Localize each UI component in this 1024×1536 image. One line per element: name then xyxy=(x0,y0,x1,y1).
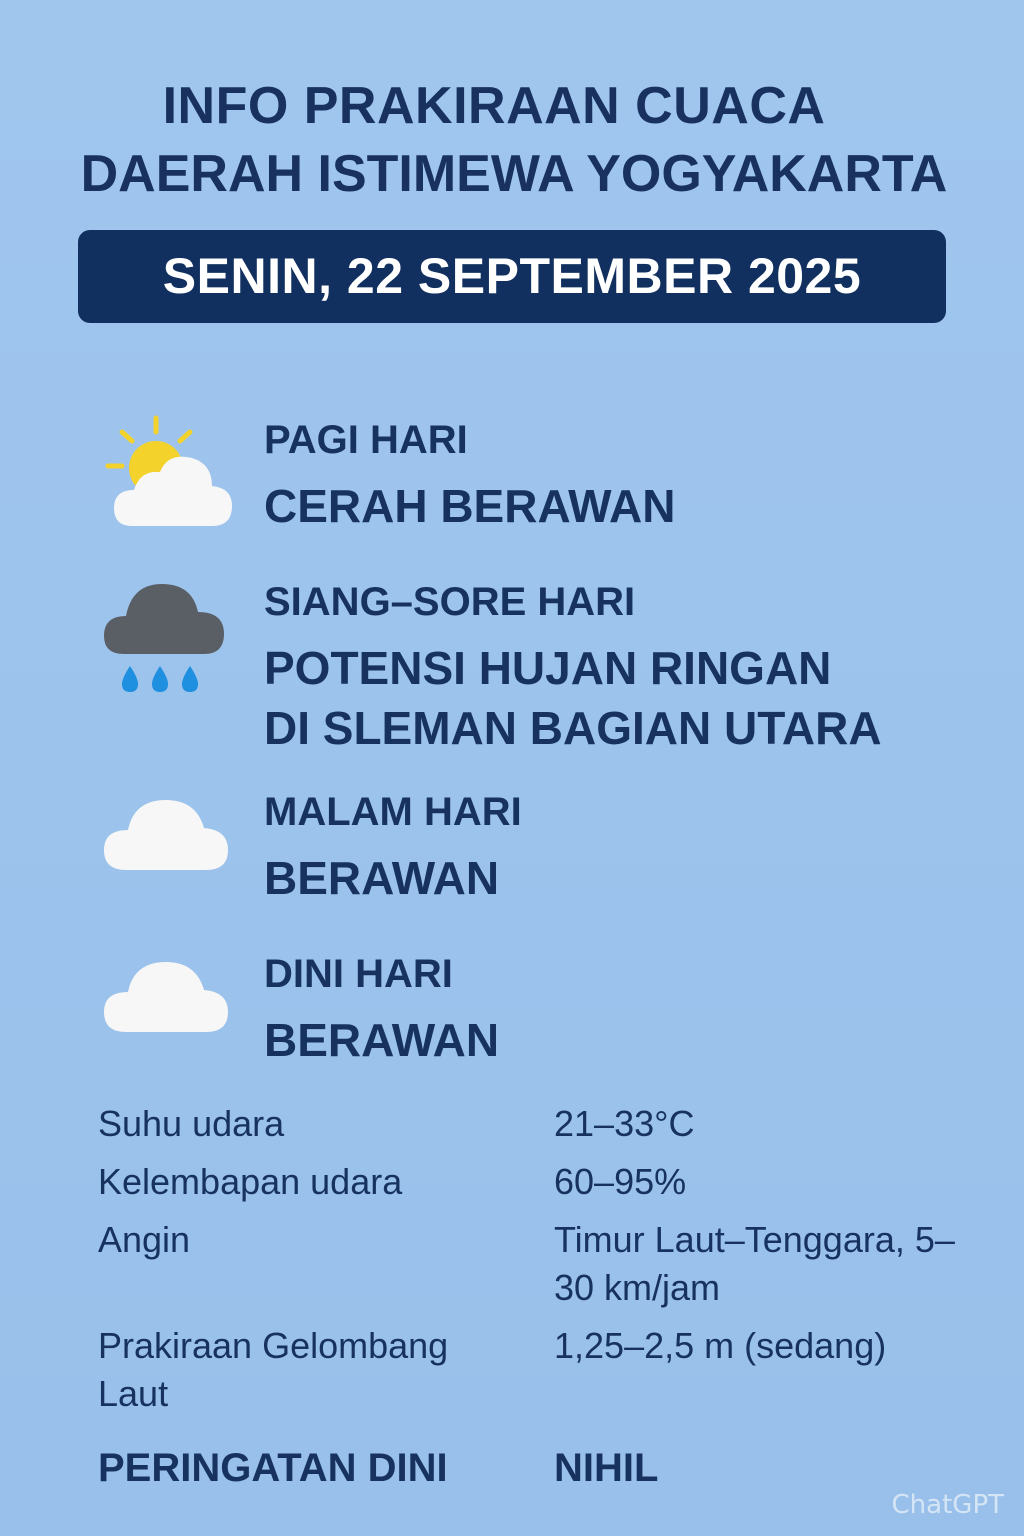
period-text xyxy=(264,418,675,536)
period-label: MALAM HARI xyxy=(264,790,522,834)
period-description: BERAWAN xyxy=(264,1014,500,1066)
wind-row xyxy=(98,1216,974,1312)
period-label: SIANG–SORE HARI xyxy=(264,580,636,624)
rain-cloud-icon xyxy=(100,574,240,704)
period-description: BERAWAN xyxy=(264,852,500,904)
early-warning-value: NIHIL xyxy=(554,1446,659,1490)
period-text xyxy=(264,790,522,908)
wave-label: Prakiraan Gelombang Laut xyxy=(98,1325,449,1414)
temperature-label: Suhu udara xyxy=(98,1103,285,1144)
watermark: ChatGPT xyxy=(891,1490,1004,1520)
temperature-value: 21–33°C xyxy=(554,1103,695,1144)
weather-details xyxy=(98,1100,974,1428)
humidity-value: 60–95% xyxy=(554,1161,687,1202)
period-label: DINI HARI xyxy=(264,952,453,996)
title-line-2: DAERAH ISTIMEWA YOGYAKARTA xyxy=(80,145,948,203)
partly-cloudy-icon xyxy=(100,408,240,538)
early-warning-row xyxy=(98,1442,659,1494)
date-banner: SENIN, 22 SEPTEMBER 2025 xyxy=(78,230,946,323)
period-text xyxy=(264,952,499,1070)
wave-value: 1,25–2,5 m (sedang) xyxy=(554,1325,887,1366)
title-line-1: INFO PRAKIRAAN CUACA xyxy=(162,77,826,135)
cloud-icon xyxy=(100,942,240,1072)
period-text xyxy=(264,580,882,758)
period-label: PAGI HARI xyxy=(264,418,468,462)
cloud-icon xyxy=(100,780,240,910)
wave-row xyxy=(98,1322,974,1418)
humidity-label: Kelembapan udara xyxy=(98,1161,403,1202)
period-description-line-1: POTENSI HUJAN RINGAN xyxy=(264,642,832,694)
period-description-line-2: DI SLEMAN BAGIAN UTARA xyxy=(264,702,882,754)
wind-label: Angin xyxy=(98,1219,191,1260)
wind-value: Timur Laut–Tenggara, 5–30 km/jam xyxy=(554,1219,955,1308)
temperature-row xyxy=(98,1100,974,1148)
humidity-row xyxy=(98,1158,974,1206)
period-description: CERAH BERAWAN xyxy=(264,480,676,532)
early-warning-label: PERINGATAN DINI xyxy=(98,1446,448,1490)
